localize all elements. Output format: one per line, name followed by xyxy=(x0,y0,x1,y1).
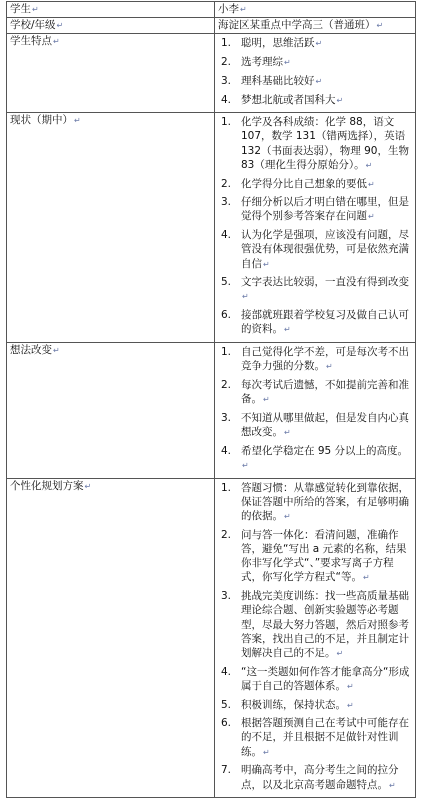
list-item xyxy=(218,308,412,337)
student-label: 学生 xyxy=(10,3,31,15)
personalized-plan-label-cell xyxy=(7,478,215,798)
mindset-change-list-cell xyxy=(215,343,416,479)
list-item-text xyxy=(241,55,412,70)
list-item-text-content: 问与答一体化：看清问题，准确作答，避免“写出 a 元素的名称，结果你非写化学式“、”要求写离子方程式，你写化学方程式“等。 xyxy=(241,528,407,584)
list-item-number: 1. xyxy=(221,481,232,494)
list-item-text-content: 每次考试后遗憾，不如提前完善和准备。 xyxy=(241,378,409,406)
list-item-text-content: 挑战完美度训练：找一些高质量基础理论综合题、创新实验题等必考题型，尽最大努力答题，然后对照参考答案，找出自己的不足，并且制定计划解决自己的不足。 xyxy=(241,590,409,659)
list-item-text xyxy=(241,665,412,694)
school-label-cell xyxy=(7,18,215,34)
list-item-text-content: 仔细分析以后才明白错在哪里，但是觉得个别参考答案存在问题 xyxy=(241,196,409,223)
list-item-text xyxy=(241,115,412,173)
paragraph-mark-icon: ↵ xyxy=(347,700,354,710)
list-item xyxy=(218,716,412,760)
list-item xyxy=(218,55,412,70)
list-item-text xyxy=(241,93,412,108)
list-item-text xyxy=(241,345,412,374)
list-item xyxy=(218,115,412,173)
list-item-number: 3. xyxy=(221,590,232,603)
list-item-number: 6. xyxy=(221,717,232,730)
list-item xyxy=(218,698,412,713)
list-item-number: 4. xyxy=(221,444,232,457)
list-item-text xyxy=(241,444,412,473)
list-item-number: 3. xyxy=(221,74,232,87)
list-item-text xyxy=(241,228,412,272)
list-item-text xyxy=(241,716,412,760)
list-item-text xyxy=(241,275,412,304)
paragraph-mark-icon: ↵ xyxy=(284,428,291,438)
list-item-text xyxy=(241,528,412,586)
paragraph-mark-icon: ↵ xyxy=(284,58,291,68)
list-item-number: 1. xyxy=(221,37,232,50)
list-item-text xyxy=(241,195,412,224)
student-traits-row xyxy=(7,34,416,113)
list-item-number: 4. xyxy=(221,665,232,678)
plan-table xyxy=(6,1,416,798)
list-item-text-content: 希望化学稳定在 95 分以上的高度。 xyxy=(241,444,409,457)
list-item-text-content: 根据答题预测自己在考试中可能存在的不足，并且根据不足做针对性训练。 xyxy=(241,717,409,758)
list-item-number: 1. xyxy=(221,116,232,129)
list-item xyxy=(218,411,412,440)
list-item-text-content: 不知道从哪里做起，但是发自内心真想改变。 xyxy=(241,411,409,439)
paragraph-mark-icon: ↵ xyxy=(84,481,92,491)
plan-table-body xyxy=(7,2,416,798)
list-item-text-content: 聪明，思维活跃 xyxy=(241,37,315,50)
paragraph-mark-icon: ↵ xyxy=(284,325,291,335)
list-item-number: 2. xyxy=(221,56,232,69)
list-item-number: 2. xyxy=(221,177,232,190)
student-row xyxy=(7,2,416,18)
school-value: 海淀区某重点中学高三（普通班） xyxy=(218,19,376,32)
student-traits-list xyxy=(218,34,412,112)
list-item-text-content: 接部就班跟着学校复习及做自己认可的资料。 xyxy=(241,309,409,336)
list-item-number: 5. xyxy=(221,698,232,711)
list-item xyxy=(218,345,412,374)
list-item-text xyxy=(241,36,412,51)
list-item-number: 5. xyxy=(221,276,232,289)
list-item xyxy=(218,177,412,192)
list-item-text-content: 认为化学是强项，应该没有问题，尽管没有体现很强优势，可是依然充满自信 xyxy=(241,229,409,270)
paragraph-mark-icon: ↵ xyxy=(336,95,344,105)
list-item-text-content: 文字表达比较弱，一直没有得到改变 xyxy=(241,276,409,289)
paragraph-mark-icon: ↵ xyxy=(368,179,375,189)
student-label-cell xyxy=(7,2,215,18)
paragraph-mark-icon: ↵ xyxy=(315,39,323,49)
list-item-text-content: 梦想北航或者国科大 xyxy=(241,93,336,106)
list-item-text-content: 理科基础比较好 xyxy=(241,74,315,87)
paragraph-mark-icon: ↵ xyxy=(336,648,344,658)
paragraph-mark-icon: ↵ xyxy=(74,116,81,126)
student-value-cell xyxy=(215,2,416,18)
paragraph-mark-icon: ↵ xyxy=(242,460,249,470)
paragraph-mark-icon: ↵ xyxy=(362,573,370,583)
current-status-row xyxy=(7,113,416,343)
paragraph-mark-icon: ↵ xyxy=(376,21,384,31)
list-item xyxy=(218,228,412,272)
list-item-text xyxy=(241,481,412,525)
list-item-text xyxy=(241,411,412,440)
personalized-plan-row xyxy=(7,478,416,798)
list-item-text xyxy=(241,698,412,713)
school-row xyxy=(7,18,416,34)
mindset-change-row xyxy=(7,343,416,479)
current-status-list xyxy=(218,113,412,342)
list-item-text xyxy=(241,378,412,407)
school-label: 学校/年级 xyxy=(10,19,56,32)
list-item-number: 4. xyxy=(221,93,232,106)
list-item-text-content: 化学得分比自己想象的要低 xyxy=(241,177,367,190)
paragraph-mark-icon: ↵ xyxy=(53,346,60,356)
paragraph-mark-icon: ↵ xyxy=(315,76,323,86)
paragraph-mark-icon: ↵ xyxy=(389,780,396,790)
list-item-text-content: 答题习惯：从靠感觉转化到靠依据，保证答题中所给的答案，有足够明确的依据。 xyxy=(241,481,409,523)
mindset-change-label: 想法改变 xyxy=(10,344,52,357)
list-item-text-content: 积极训练，保持状态。 xyxy=(241,698,346,711)
student-traits-label-cell xyxy=(7,34,215,113)
student-value: 小李 xyxy=(218,3,239,15)
current-status-label: 现状（期中） xyxy=(10,114,73,127)
list-item-text-content: 选考理综 xyxy=(241,56,283,69)
list-item xyxy=(218,665,412,694)
paragraph-mark-icon: ↵ xyxy=(240,5,247,14)
current-status-label-cell xyxy=(7,113,215,343)
paragraph-mark-icon: ↵ xyxy=(263,747,270,757)
list-item xyxy=(218,589,412,661)
list-item xyxy=(218,275,412,304)
paragraph-mark-icon: ↵ xyxy=(365,160,373,170)
personalized-plan-list-cell xyxy=(215,478,416,798)
paragraph-mark-icon: ↵ xyxy=(32,5,39,14)
list-item-number: 6. xyxy=(221,309,232,322)
list-item-number: 1. xyxy=(221,346,232,359)
list-item xyxy=(218,444,412,473)
current-status-list-cell xyxy=(215,113,416,343)
student-traits-label: 学生特点 xyxy=(10,35,52,48)
list-item-number: 3. xyxy=(221,196,232,209)
list-item-text-content: “这一类题如何作答才能拿高分“形成属于自己的答题体系。 xyxy=(241,665,410,692)
paragraph-mark-icon: ↵ xyxy=(284,512,291,522)
list-item xyxy=(218,378,412,407)
list-item-number: 7. xyxy=(221,764,232,777)
list-item xyxy=(218,74,412,89)
list-item-text-content: 自己觉得化学不差，可是每次考不出竞争力强的分数。 xyxy=(241,346,409,373)
list-item-text xyxy=(241,177,412,192)
paragraph-mark-icon: ↵ xyxy=(53,37,60,47)
paragraph-mark-icon: ↵ xyxy=(347,681,354,691)
list-item xyxy=(218,528,412,586)
list-item-number: 3. xyxy=(221,411,232,424)
student-traits-list-cell xyxy=(215,34,416,113)
list-item-text xyxy=(241,589,412,661)
paragraph-mark-icon: ↵ xyxy=(242,292,249,302)
list-item-text-content: 化学及各科成绩：化学 88，语文 107，数学 131（错两选择），英语 132（书面表达弱），物理 90，生物 83（理化生得分原始分）。 xyxy=(241,116,409,171)
mindset-change-list xyxy=(218,343,412,478)
paragraph-mark-icon: ↵ xyxy=(263,259,270,269)
list-item-number: 2. xyxy=(221,378,232,391)
personalized-plan-label: 个性化规划方案 xyxy=(10,479,84,492)
paragraph-mark-icon: ↵ xyxy=(326,362,333,372)
list-item xyxy=(218,36,412,51)
list-item-number: 4. xyxy=(221,229,232,242)
list-item xyxy=(218,763,412,792)
mindset-change-label-cell xyxy=(7,343,215,479)
list-item-number: 2. xyxy=(221,528,232,541)
personalized-plan-list xyxy=(218,479,412,798)
list-item-text-content: 明确高考中，高分考生之间的拉分点，以及北京高考题命题特点。 xyxy=(241,764,399,791)
school-value-cell xyxy=(215,18,416,34)
list-item-text xyxy=(241,308,412,337)
paragraph-mark-icon: ↵ xyxy=(56,21,64,31)
list-item xyxy=(218,93,412,108)
list-item-text xyxy=(241,763,412,792)
list-item-text xyxy=(241,74,412,89)
list-item xyxy=(218,195,412,224)
list-item xyxy=(218,481,412,525)
paragraph-mark-icon: ↵ xyxy=(368,212,375,222)
paragraph-mark-icon: ↵ xyxy=(263,395,270,405)
